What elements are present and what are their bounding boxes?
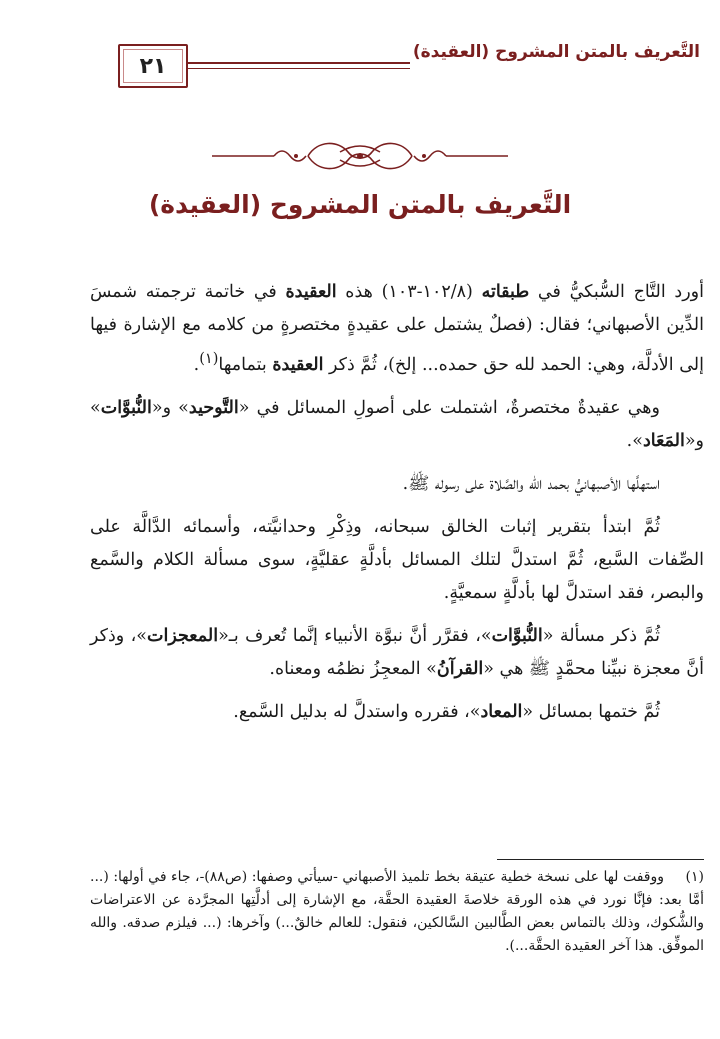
bold-term: المعاد	[480, 701, 523, 722]
text-run: » و«	[90, 397, 704, 451]
section-title: التَّعريف بالمتن المشروح (العقيدة)	[148, 190, 572, 219]
bold-term: العقيدة	[272, 354, 324, 375]
footnote-ref: (١)	[199, 350, 219, 367]
text-run: (١٠٢/٨-١٠٣) هذه	[336, 282, 482, 302]
bold-term: المَعَاد	[642, 430, 685, 451]
bold-term: طبقاته	[481, 282, 530, 302]
header-rule	[162, 62, 410, 69]
bold-term: القرآنُ	[436, 658, 484, 679]
text-run: وهي عقيدةٌ مختصرةٌ، اشتملت على أصولِ المسائل في «	[238, 397, 660, 418]
text-run: أورد التَّاج السُّبكيُّ في	[529, 282, 704, 302]
text-run: »، فقرَّر أنَّ نبوَّة الأنبياء إنَّما تُعرف بـ«	[218, 625, 492, 646]
text-run: » و«	[151, 397, 189, 418]
text-run: .	[193, 354, 200, 375]
text-run: استهلَّها الأصبهانيُّ بحمد الله والصَّلاة على رسوله ﷺ.	[402, 473, 660, 494]
text-run: بتمامها	[218, 354, 273, 375]
body-text	[90, 276, 704, 739]
page-number-box	[118, 44, 188, 88]
text-run: ثُمَّ ابتدأ بتقرير إثبات الخالق سبحانه، وذِكْرِ وحدانيَّته، وأسمائه الدَّالَّة على الصِّفات السَّبع، ثُمَّ استدلَّ لتلك المسائل بأدلَّةٍ عقليَّةٍ، سوى مسألة الكلام والسَّمع والبصر، فقد استدلَّ لها بأدلَّةٍ سمعيَّةٍ.	[90, 516, 704, 603]
bold-term: النُّبوَّات	[491, 625, 543, 646]
running-header	[100, 38, 700, 78]
paragraph	[90, 620, 704, 686]
paragraph	[90, 696, 704, 729]
footnote	[90, 866, 704, 958]
footnote-number: (١)	[685, 869, 704, 885]
footnote-text: ووقفت لها على نسخة خطية عتيقة بخط تلميذ الأصبهاني -سيأتي وصفها: (ص٨٨)-، جاء في أولها: (... أمَّا بعد: فإنَّا نورد في هذه الورقة خلاصةَ العقيدة الحقَّة، مع الإشارة إلى أدلَّتِها المجرَّدة عن الاعتراضات والشُّكوك، وذلك بالتماس بعض الطَّالبين السَّالكين، فنقول: للعالم خالقٌ...) وآخرها: (... فيلزم صدقه. والله الموفِّق. هذا آخر العقيدة الحقَّة...).	[90, 869, 704, 954]
text-run: ».	[626, 430, 643, 451]
decorative-ornament-icon	[212, 138, 508, 174]
text-run: ثُمَّ ذكر مسألة «	[542, 625, 661, 646]
paragraph	[90, 511, 704, 610]
paragraph	[90, 276, 704, 382]
text-run: »، فقرره واستدلَّ له بدليل السَّمع.	[233, 701, 481, 722]
footnote-separator	[497, 859, 704, 860]
bold-term: العقيدة	[285, 282, 337, 302]
bold-term: التَّوحيد	[188, 397, 239, 418]
text-run: » المعجِزُ نظمُه ومعناه.	[269, 658, 437, 679]
running-header-title: التَّعريف بالمتن المشروح (العقيدة)	[412, 42, 700, 62]
page-number: ٢١	[139, 53, 167, 79]
text-run: ثُمَّ ختمها بمسائل «	[522, 701, 660, 722]
paragraph	[90, 392, 704, 458]
paragraph	[90, 468, 704, 501]
text-run: في خاتمة ترجمته شمسَ الدِّين الأصبهاني؛ فقال: (فصلٌ يشتمل على عقيدةٍ مختصرةٍ من كلامه مع الإشارة فيها إلى الأدلَّة، وهي: الحمد لله حق حمده... إلخ)، ثُمَّ ذكر	[90, 282, 704, 375]
bold-term: النُّبوَّات	[100, 397, 152, 418]
text-run: »، وذكر أنَّ معجزة نبيِّنا محمَّدٍ ﷺ هي «	[90, 625, 704, 679]
bold-term: المعجزات	[147, 625, 219, 646]
